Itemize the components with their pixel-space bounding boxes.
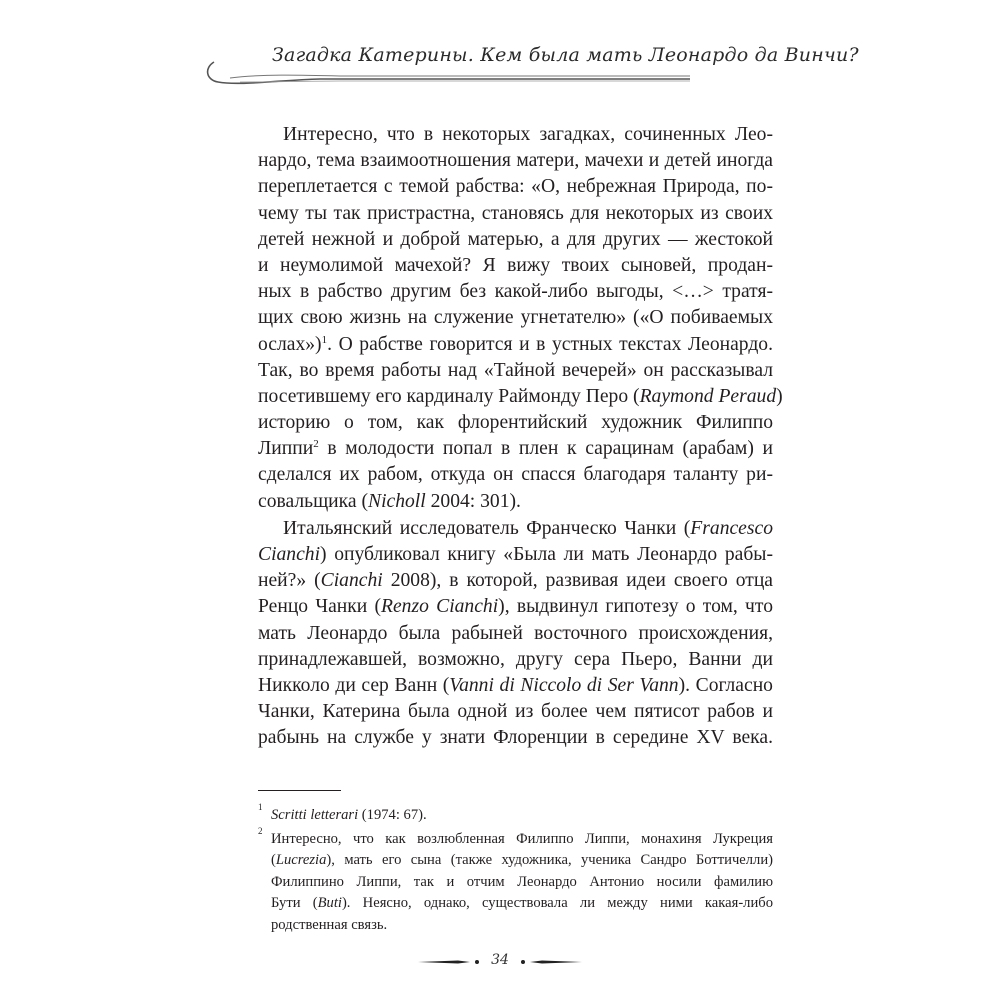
text-segment: Итальянский исследователь Франческо Чанки ( — [283, 517, 691, 539]
footnotes — [258, 802, 773, 939]
text-line — [258, 647, 773, 673]
text-line — [258, 358, 773, 384]
text-line — [271, 829, 773, 851]
text-segment: посетившему его кардиналу Раймонду Перо ( — [258, 385, 640, 407]
text-segment: рабынь на службе у знати Флоренции в середине XV века. — [258, 727, 773, 749]
italic-text: Renzo Cianchi — [381, 596, 499, 618]
text-line — [258, 594, 773, 620]
running-header — [200, 30, 859, 100]
text-segment: ), мать его сына (также художника, ученика Сандро Боттичелли) — [326, 852, 773, 869]
text-segment: принадлежавшей, возможно, другу сера Пьеро, Ванни ди — [258, 648, 773, 670]
text-segment: ). Неясно, однако, существовала ли между ними какая-либо — [341, 895, 773, 912]
text-segment: родственная связь. — [271, 916, 388, 933]
text-segment: Филиппино Липпи, так и отчим Леонардо Антонио носили фамилию — [271, 873, 773, 890]
text-segment: чему ты так пристрастна, становясь для некоторых из своих — [258, 202, 773, 224]
text-segment: 2004: 301). — [425, 490, 521, 512]
text-segment: детей нежной и доброй матерью, а для других — жестокой — [258, 228, 773, 250]
italic-text: Cianchi — [320, 570, 383, 592]
footnote-ref[interactable]: 2 — [313, 438, 319, 451]
footnote-number: 2 — [258, 825, 263, 836]
text-line — [271, 805, 773, 827]
text-segment: Никколо ди сер Ванн ( — [258, 674, 450, 696]
page-number: 34 — [491, 952, 509, 968]
text-line — [258, 410, 773, 436]
text-line — [258, 462, 773, 488]
page-ornament-right-icon — [518, 956, 582, 968]
main-text — [258, 122, 783, 752]
text-line — [271, 915, 773, 937]
text-segment: ) опубликовал книгу «Была ли мать Леонардо рабы- — [320, 544, 773, 565]
text-segment: историю о том, как флорентийский художник Филиппо — [258, 412, 773, 434]
footnote-number: 1 — [258, 802, 263, 812]
text-line — [258, 122, 773, 148]
text-segment: щих свою жизнь на служение угнетателю» («О побиваемых — [258, 307, 773, 329]
text-segment: Ренцо Чанки ( — [258, 596, 382, 618]
text-line — [258, 201, 773, 227]
text-line — [258, 174, 773, 200]
text-line — [258, 227, 773, 253]
text-segment: ). Согласно — [678, 674, 773, 696]
footnote-divider — [258, 790, 341, 791]
text-segment: Интересно, что как возлюбленная Филиппо Липпи, монахиня Лукреция — [271, 830, 773, 847]
text-segment: сделался их рабом, откуда он спасся благодаря таланту ри- — [258, 464, 773, 486]
text-segment: ослах») — [258, 333, 322, 355]
text-segment: совальщика ( — [258, 490, 368, 512]
text-segment: мать Леонардо была рабыней восточного происхождения, — [258, 622, 773, 644]
text-segment: ( — [271, 852, 276, 869]
text-segment: Бути ( — [271, 895, 318, 912]
text-segment: Чанки, Катерина была одной из более чем пятисот рабов и — [258, 701, 773, 723]
text-line — [258, 621, 773, 647]
text-segment: 2008), в которой, развивая идеи своего отца — [382, 570, 774, 592]
italic-text: Cianchi — [258, 544, 321, 565]
text-line — [258, 568, 773, 594]
text-line — [258, 279, 773, 305]
text-segment: Липпи — [258, 438, 314, 460]
text-line — [271, 850, 773, 872]
text-line — [258, 436, 773, 462]
text-segment: ) — [776, 385, 783, 407]
footnote-ref[interactable]: 1 — [321, 333, 328, 346]
text-segment: переплетается с темой рабства: «О, небрежная Природа, по- — [258, 176, 773, 198]
text-line — [258, 305, 773, 331]
italic-text: Lucrezia — [275, 852, 327, 869]
text-line — [258, 699, 773, 725]
text-line — [258, 332, 773, 358]
italic-text: Vanni di Niccolo di Ser Vann — [449, 674, 679, 696]
text-segment: ней?» ( — [258, 570, 321, 592]
text-segment: ), выдвинул гипотезу о том, что — [498, 596, 773, 618]
italic-text: Raymond Peraud — [639, 385, 777, 407]
text-line — [258, 148, 773, 174]
footnote — [258, 802, 773, 827]
text-line — [271, 872, 773, 894]
italic-text: Scritti letterari — [271, 807, 359, 823]
text-segment: в молодости попал в плен к сарацинам (арабам) и — [318, 438, 773, 460]
paragraph — [258, 122, 783, 515]
text-line — [258, 673, 773, 699]
text-segment: . О рабстве говорится и в устных текстах Леонардо. — [327, 333, 773, 355]
page-number-wrap — [0, 951, 1000, 969]
paragraph — [258, 516, 773, 752]
text-line — [258, 542, 773, 568]
italic-text: Nicholl — [368, 490, 426, 512]
text-line — [258, 516, 773, 542]
header-title: Загадка Катерины. Кем была мать Леонардо да Винчи? — [272, 44, 859, 66]
text-segment: Интересно, что в некоторых загадках, сочиненных Лео- — [283, 124, 773, 145]
text-segment: нардо, тема взаимоотношения матери, мачехи и детей иногда — [258, 150, 773, 172]
text-line — [258, 384, 783, 410]
text-line — [258, 725, 773, 751]
footnote — [258, 825, 773, 937]
text-line — [258, 253, 773, 279]
italic-text: Francesco — [690, 517, 773, 539]
text-segment: (1974: 67). — [358, 807, 427, 823]
text-segment: и неумолимой мачехой? Я вижу твоих сыновей, продан- — [258, 254, 773, 276]
italic-text: Buti — [317, 895, 342, 912]
text-segment: ных в рабство другим без какой-либо выгоды, <…> тратя- — [258, 281, 773, 303]
text-line — [271, 893, 773, 915]
text-segment: Так, во время работы над «Тайной вечерей» он рассказывал — [258, 359, 773, 381]
text-line — [258, 489, 773, 515]
